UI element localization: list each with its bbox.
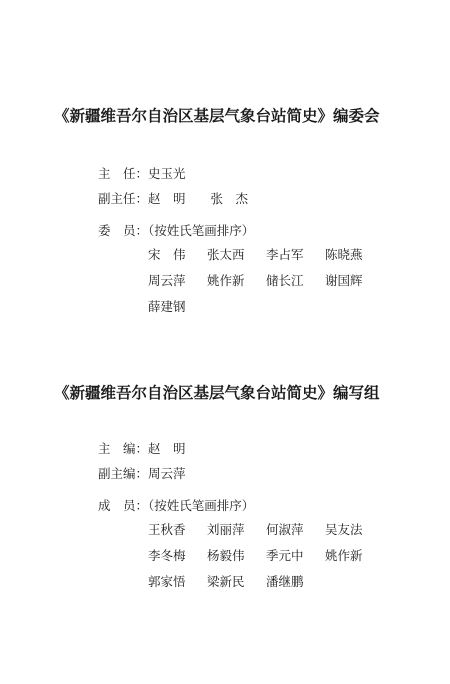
members-line: [148, 299, 384, 325]
member-name: 宋 伟: [148, 247, 186, 262]
member-name: 姚作新: [325, 548, 363, 563]
member-name: 李冬梅: [148, 548, 186, 563]
editor-role: 主 编：: [98, 441, 149, 456]
members-note: （按姓氏笔画排序）: [148, 223, 255, 238]
members-line: [148, 574, 384, 600]
director-role: 主 任：: [98, 166, 149, 181]
deputy-editor-name: 周云萍: [148, 466, 186, 481]
member-name: 潘继鹏: [266, 574, 304, 589]
member-name: 周云萍: [148, 273, 186, 288]
member-name: 郭家悟: [148, 574, 186, 589]
member-name: 姚作新: [207, 273, 245, 288]
members-role: 委 员：: [98, 223, 149, 238]
member-name: 梁新民: [207, 574, 245, 589]
members-line: [148, 522, 384, 548]
director-name: 史玉光: [148, 166, 186, 181]
member-name: 何淑萍: [266, 522, 304, 537]
editor-name: 赵 明: [148, 441, 186, 456]
member-name: 王秋香: [148, 522, 186, 537]
deputy-editor-row: [98, 466, 186, 482]
director-row: [98, 166, 186, 182]
member-name: 薛建钢: [148, 299, 186, 314]
member-name: 季元中: [266, 548, 304, 563]
members-line: [148, 273, 384, 299]
deputy-row: [98, 191, 248, 207]
member-name: 吴友法: [325, 522, 363, 537]
committee-title: 《新疆维吾尔自治区基层气象台站简史》编委会: [54, 106, 380, 125]
group-members-list: [148, 522, 384, 600]
group-members-note: （按姓氏笔画排序）: [148, 498, 255, 513]
members-line: [148, 247, 384, 273]
group-members-role: 成 员：: [98, 498, 149, 513]
deputy-names: 赵 明 张 杰: [148, 191, 249, 206]
deputy-role: 副主任：: [98, 191, 149, 206]
member-name: 储长江: [266, 273, 304, 288]
member-name: 张太西: [207, 247, 245, 262]
writing-group-title: 《新疆维吾尔自治区基层气象台站简史》编写组: [54, 383, 380, 402]
editor-row: [98, 441, 186, 457]
committee-members-list: [148, 247, 384, 325]
member-name: 谢国辉: [325, 273, 363, 288]
group-members-row: [98, 498, 254, 514]
member-name: 杨毅伟: [207, 548, 245, 563]
members-row: [98, 223, 254, 239]
member-name: 刘丽萍: [207, 522, 245, 537]
member-name: 李占军: [266, 247, 304, 262]
member-name: 陈晓燕: [325, 247, 363, 262]
members-line: [148, 548, 384, 574]
deputy-editor-role: 副主编：: [98, 466, 149, 481]
